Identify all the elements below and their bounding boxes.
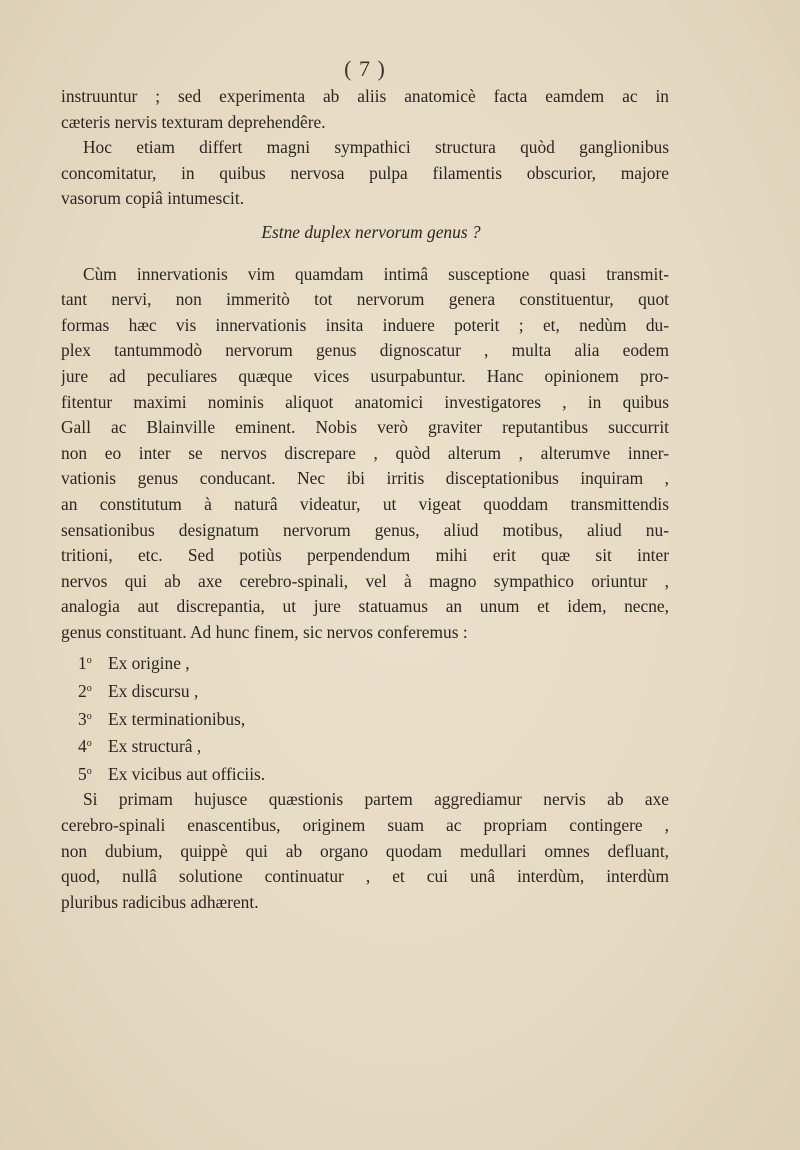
paragraph-1: [61, 84, 669, 135]
ordinal-mark: o: [86, 738, 92, 750]
paragraph-3: [61, 262, 669, 646]
text-line: sensationibus designatum nervorum genus, aliud motibus, aliud nu-: [61, 519, 669, 540]
paragraph-2: [61, 135, 669, 212]
ordinal-mark: o: [86, 655, 92, 667]
criteria-list: [61, 647, 669, 785]
text-line: concomitatur, in quibus nervosa pulpa filamentis obscurior, majore: [61, 162, 669, 183]
list-item: [61, 730, 669, 758]
text-line: cæteris nervis texturam deprehendêre.: [61, 111, 326, 132]
list-number: 1: [78, 653, 87, 674]
ordinal-mark: o: [86, 710, 92, 722]
text-line: plex tantummodò nervorum genus dignoscatur , multa alia eodem: [61, 340, 669, 361]
text-line: jure ad peculiares quæque vices usurpabuntur. Hanc opinionem pro-: [61, 365, 669, 386]
text-line: quod, nullâ solutione continuatur , et cui unâ interdùm, interdùm: [61, 866, 669, 887]
text-line: fitentur maximi nominis aliquot anatomici investigatores , in quibus: [61, 391, 669, 412]
body-text: [61, 84, 669, 915]
list-item: [61, 675, 669, 703]
text-line: tant nervi, non immeritò tot nervorum genera constituentur, quot: [61, 289, 669, 310]
list-number: 4: [78, 736, 87, 757]
text-line: non eo inter se nervos discrepare , quòd alterum , alterumve inner-: [61, 442, 669, 463]
list-text: Ex vicibus aut officiis.: [108, 763, 266, 784]
list-number: 5: [78, 763, 87, 784]
text-line: Gall ac Blainville eminent. Nobis verò graviter reputantibus succurrit: [61, 417, 669, 438]
text-line: pluribus radicibus adhærent.: [61, 891, 259, 912]
ordinal-mark: o: [86, 765, 92, 777]
list-text: Ex structurâ ,: [108, 736, 202, 757]
text-line: nervos qui ab axe cerebro-spinali, vel à magno sympathico oriuntur ,: [61, 570, 669, 591]
list-item: [61, 758, 669, 786]
page-number: ( 7 ): [344, 56, 386, 81]
text-line: tritioni, etc. Sed potiùs perpendendum mihi erit quæ sit inter: [61, 545, 669, 566]
text-line: instruuntur ; sed experimenta ab aliis anatomicè facta eamdem ac in: [61, 86, 669, 106]
list-text: Ex terminationibus,: [108, 708, 246, 729]
section-heading: Estne duplex nervorum genus ?: [261, 221, 481, 242]
text-line: analogia aut discrepantia, ut jure statuamus an unum et idem, necne,: [61, 596, 669, 617]
list-text: Ex origine ,: [108, 653, 190, 674]
text-line: Cùm innervationis vim quamdam intimâ susceptione quasi transmit-: [83, 263, 669, 284]
text-line: cerebro-spinali enascentibus, originem suam ac propriam contingere ,: [61, 815, 669, 836]
list-number: 3: [78, 708, 87, 729]
list-number: 2: [78, 681, 87, 702]
list-item: [61, 703, 669, 731]
paragraph-4: [61, 787, 669, 915]
list-item: [61, 647, 669, 675]
text-line: vasorum copiâ intumescit.: [61, 188, 245, 209]
text-line: formas hæc vis innervationis insita induere poterit ; et, nedùm du-: [61, 314, 669, 335]
text-line: an constitutum à naturâ videatur, ut vigeat quoddam transmittendis: [61, 493, 669, 514]
text-line: Si primam hujusce quæstionis partem aggrediamur nervis ab axe: [83, 789, 669, 810]
text-line: Hoc etiam differt magni sympathici structura quòd ganglionibus: [83, 137, 669, 158]
list-text: Ex discursu ,: [108, 681, 199, 702]
text-line: non dubium, quippè qui ab organo quodam medullari omnes defluant,: [61, 840, 669, 861]
text-line: genus constituant. Ad hunc finem, sic nervos conferemus :: [61, 621, 468, 642]
text-line: vationis genus conducant. Nec ibi irritis disceptationibus inquiram ,: [61, 468, 669, 489]
ordinal-mark: o: [86, 683, 92, 695]
